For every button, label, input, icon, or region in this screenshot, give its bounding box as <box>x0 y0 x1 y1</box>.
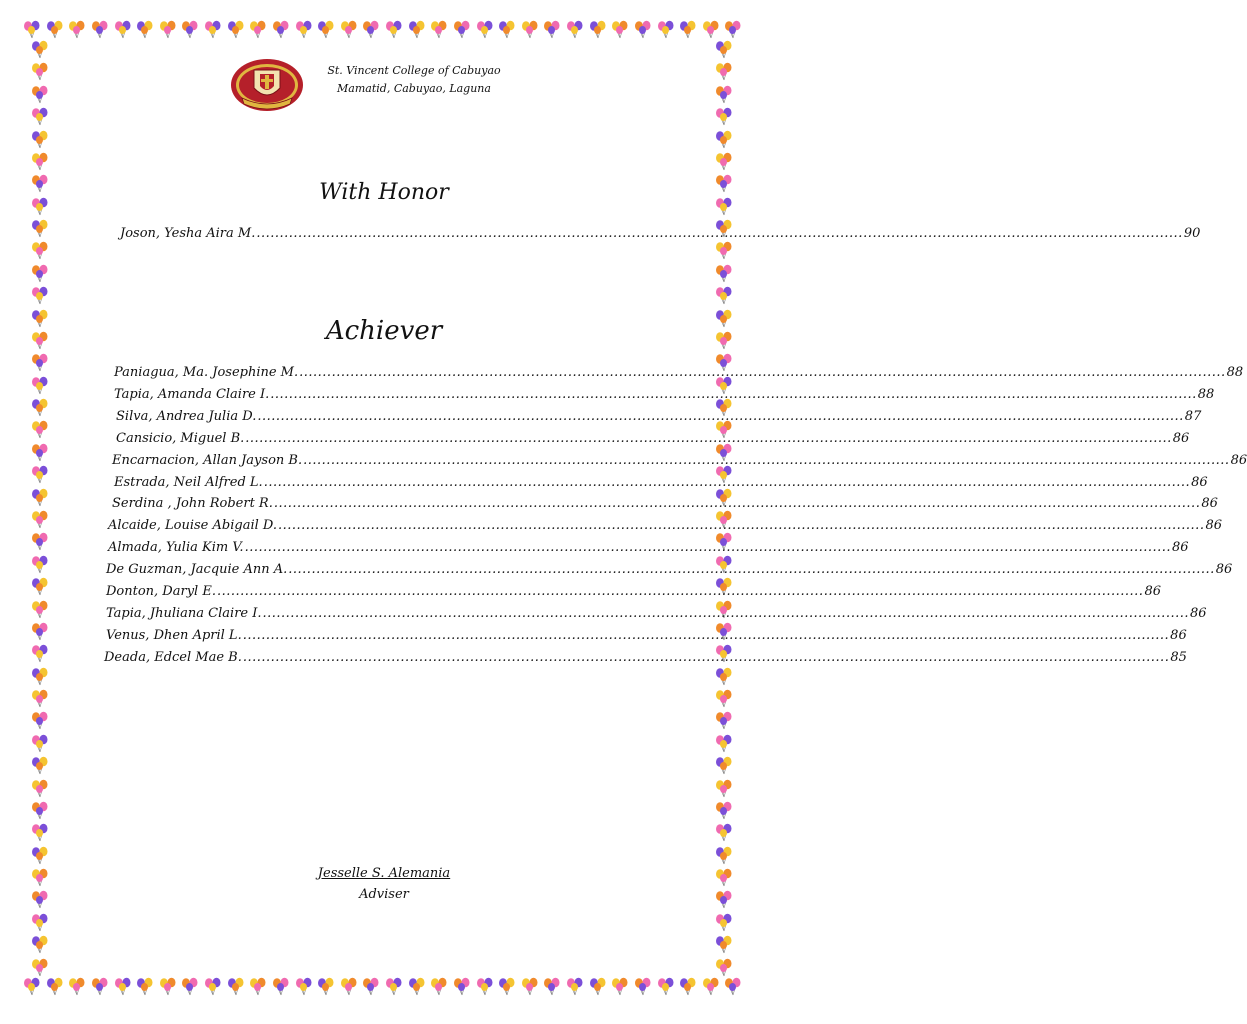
balloon-icon <box>30 711 50 735</box>
dot-leader: ........................................................................................................................................................................................................ <box>288 562 1215 578</box>
dot-leader: ........................................................................................................................................................................................................ <box>273 496 1201 512</box>
balloon-icon <box>30 756 50 780</box>
student-name: Encarnacion, Allan Jayson B. <box>112 452 303 468</box>
school-seal-icon <box>230 58 304 112</box>
balloon-icon <box>714 913 734 937</box>
student-grade: 90 <box>1183 226 1201 241</box>
balloon-icon <box>135 20 155 44</box>
dot-leader: ........................................................................................................................................................................................................ <box>216 584 1144 599</box>
balloon-icon <box>30 488 50 512</box>
balloon-icon <box>30 577 50 601</box>
balloon-icon <box>113 977 133 1001</box>
student-name: Tapia, Amanda Claire I. <box>114 386 270 402</box>
balloon-icon <box>67 977 87 1001</box>
balloon-icon <box>30 85 50 109</box>
dot-leader: ........................................................................................................................................................................................................ <box>262 605 1189 621</box>
balloon-icon <box>30 465 50 489</box>
adviser-role: Adviser <box>359 887 409 902</box>
balloon-icon <box>714 711 734 735</box>
student-row <box>114 365 1244 383</box>
balloon-icon <box>678 977 698 1001</box>
balloon-icon <box>520 977 540 1001</box>
balloon-icon <box>30 62 50 86</box>
balloon-icon <box>714 62 734 86</box>
balloon-icon <box>361 20 381 44</box>
balloon-icon <box>271 977 291 1001</box>
student-grade: 86 <box>1230 452 1247 468</box>
student-grade: 86 <box>1172 540 1189 556</box>
balloon-icon <box>67 20 87 44</box>
dot-leader: ........................................................................................................................................................................................................ <box>277 518 1205 534</box>
balloon-icon <box>30 241 50 265</box>
balloon-icon <box>30 152 50 176</box>
dot-leader: ........................................................................................................................................................................................................ <box>257 408 1184 424</box>
student-grade: 88 <box>1197 386 1215 402</box>
balloon-icon <box>30 734 50 758</box>
balloon-icon <box>407 977 427 1001</box>
balloon-icon <box>714 264 734 288</box>
balloon-icon <box>714 286 734 310</box>
balloon-icon <box>30 935 50 959</box>
student-name: Venus, Dhen April L. <box>106 627 242 643</box>
dot-leader: ........................................................................................................................................................................................................ <box>303 452 1230 468</box>
balloon-icon <box>30 264 50 288</box>
balloon-icon <box>30 376 50 400</box>
balloon-icon <box>30 689 50 713</box>
student-row <box>120 226 1201 244</box>
balloon-icon <box>407 20 427 44</box>
dot-leader: ........................................................................................................................................................................................................ <box>270 386 1197 402</box>
balloon-icon <box>30 219 50 243</box>
balloon-icon <box>452 977 472 1001</box>
balloon-icon <box>714 734 734 758</box>
balloon-icon <box>158 977 178 1001</box>
balloon-icon <box>452 20 472 44</box>
balloon-icon <box>294 20 314 44</box>
student-name: Silva, Andrea Julia D. <box>116 408 257 424</box>
balloon-icon <box>678 20 698 44</box>
student-grade: 87 <box>1184 408 1202 424</box>
balloon-icon <box>633 20 653 44</box>
balloon-icon <box>475 977 495 1001</box>
student-name: Deada, Edcel Mae B. <box>104 649 242 665</box>
balloon-icon <box>497 20 517 44</box>
balloon-icon <box>30 286 50 310</box>
balloon-icon <box>542 20 562 44</box>
balloon-border-bottom <box>22 975 746 999</box>
student-row <box>108 518 1222 536</box>
student-row <box>116 408 1202 427</box>
student-name: Joson, Yesha Aira M. <box>120 226 256 241</box>
balloon-icon <box>542 977 562 1001</box>
balloon-icon <box>30 555 50 579</box>
balloon-icon <box>714 107 734 131</box>
dot-leader: ........................................................................................................................................................................................................ <box>244 540 1172 556</box>
balloon-icon <box>90 20 110 44</box>
balloon-icon <box>384 20 404 44</box>
balloon-icon <box>30 420 50 444</box>
student-row <box>108 540 1189 558</box>
student-grade: 86 <box>1172 430 1190 446</box>
balloon-icon <box>30 779 50 803</box>
student-row <box>114 386 1215 405</box>
student-row <box>106 627 1187 646</box>
balloon-icon <box>520 20 540 44</box>
student-row <box>106 605 1207 624</box>
student-row <box>114 474 1208 493</box>
balloon-icon <box>30 913 50 937</box>
dot-leader: ........................................................................................................................................................................................................ <box>242 649 1170 665</box>
balloon-icon <box>30 958 50 982</box>
balloon-icon <box>248 977 268 1001</box>
balloon-icon <box>158 20 178 44</box>
balloon-icon <box>203 20 223 44</box>
balloon-icon <box>30 622 50 646</box>
balloon-icon <box>30 667 50 691</box>
student-name: Estrada, Neil Alfred L. <box>114 474 263 490</box>
balloon-icon <box>714 779 734 803</box>
student-row <box>106 562 1233 580</box>
student-name: Alcaide, Louise Abigail D. <box>108 518 277 534</box>
balloon-icon <box>656 20 676 44</box>
balloon-icon <box>588 20 608 44</box>
student-row <box>106 584 1161 602</box>
balloon-icon <box>30 644 50 668</box>
balloon-icon <box>475 20 495 44</box>
balloon-icon <box>30 398 50 422</box>
dot-leader: ........................................................................................................................................................................................................ <box>245 430 1172 446</box>
dot-leader: ........................................................................................................................................................................................................ <box>263 474 1191 490</box>
student-grade: 86 <box>1170 627 1187 643</box>
balloon-icon <box>30 107 50 131</box>
balloon-icon <box>565 20 585 44</box>
balloon-icon <box>30 801 50 825</box>
student-name: Serdina , John Robert R. <box>112 496 273 512</box>
balloon-icon <box>714 40 734 64</box>
balloon-icon <box>226 977 246 1001</box>
section-title-achiever: Achiever <box>325 316 443 346</box>
school-name: St. Vincent College of Cabuyao <box>327 64 501 77</box>
balloon-icon <box>429 20 449 44</box>
balloon-icon <box>180 20 200 44</box>
balloon-icon <box>339 20 359 44</box>
balloon-icon <box>113 20 133 44</box>
balloon-icon <box>361 977 381 1001</box>
balloon-icon <box>714 756 734 780</box>
balloon-icon <box>203 977 223 1001</box>
balloon-icon <box>316 977 336 1001</box>
balloon-icon <box>135 977 155 1001</box>
school-header <box>228 58 528 114</box>
balloon-icon <box>714 152 734 176</box>
balloon-icon <box>30 443 50 467</box>
balloon-icon <box>271 20 291 44</box>
student-grade: 86 <box>1201 496 1218 512</box>
balloon-icon <box>714 689 734 713</box>
student-grade: 86 <box>1144 584 1161 599</box>
student-row <box>116 430 1190 449</box>
dot-leader: ........................................................................................................................................................................................................ <box>256 226 1183 241</box>
student-name: Cansicio, Miguel B. <box>116 430 245 446</box>
balloon-icon <box>714 801 734 825</box>
student-grade: 85 <box>1170 649 1187 665</box>
student-row <box>104 649 1187 668</box>
balloon-icon <box>656 977 676 1001</box>
balloon-icon <box>633 977 653 1001</box>
adviser-name: Jesselle S. Alemania <box>317 866 451 881</box>
section-title-with-honor: With Honor <box>319 180 449 205</box>
balloon-icon <box>497 977 517 1001</box>
balloon-icon <box>714 823 734 847</box>
student-grade: 86 <box>1191 474 1208 490</box>
balloon-icon <box>30 823 50 847</box>
balloon-icon <box>226 20 246 44</box>
student-row <box>112 496 1218 514</box>
balloon-icon <box>248 20 268 44</box>
student-name: De Guzman, Jacquie Ann A. <box>106 562 288 578</box>
balloon-icon <box>565 977 585 1001</box>
balloon-icon <box>714 935 734 959</box>
balloon-icon <box>714 130 734 154</box>
balloon-icon <box>429 977 449 1001</box>
balloon-icon <box>294 977 314 1001</box>
dot-leader: ........................................................................................................................................................................................................ <box>299 365 1226 380</box>
balloon-icon <box>30 510 50 534</box>
student-grade: 86 <box>1205 518 1222 534</box>
balloon-icon <box>714 667 734 691</box>
balloon-border-top <box>22 18 746 42</box>
student-name: Paniagua, Ma. Josephine M. <box>114 365 299 380</box>
student-name: Almada, Yulia Kim V. <box>108 540 244 556</box>
balloon-icon <box>30 130 50 154</box>
balloon-icon <box>714 85 734 109</box>
balloon-icon <box>610 20 630 44</box>
balloon-icon <box>30 532 50 556</box>
student-name: Donton, Daryl E. <box>106 584 216 599</box>
balloon-icon <box>714 241 734 265</box>
student-row <box>112 452 1247 471</box>
student-grade: 86 <box>1189 605 1207 621</box>
student-name: Tapia, Jhuliana Claire I. <box>106 605 262 621</box>
student-grade: 88 <box>1226 365 1244 380</box>
balloon-icon <box>339 977 359 1001</box>
balloon-icon <box>30 353 50 377</box>
student-grade: 86 <box>1215 562 1233 578</box>
balloon-icon <box>316 20 336 44</box>
balloon-icon <box>30 600 50 624</box>
dot-leader: ........................................................................................................................................................................................................ <box>242 627 1170 643</box>
balloon-icon <box>610 977 630 1001</box>
balloon-icon <box>30 40 50 64</box>
balloon-icon <box>714 958 734 982</box>
balloon-icon <box>180 977 200 1001</box>
balloon-icon <box>90 977 110 1001</box>
balloon-icon <box>384 977 404 1001</box>
balloon-icon <box>588 977 608 1001</box>
school-address: Mamatid, Cabuyao, Laguna <box>337 82 491 95</box>
